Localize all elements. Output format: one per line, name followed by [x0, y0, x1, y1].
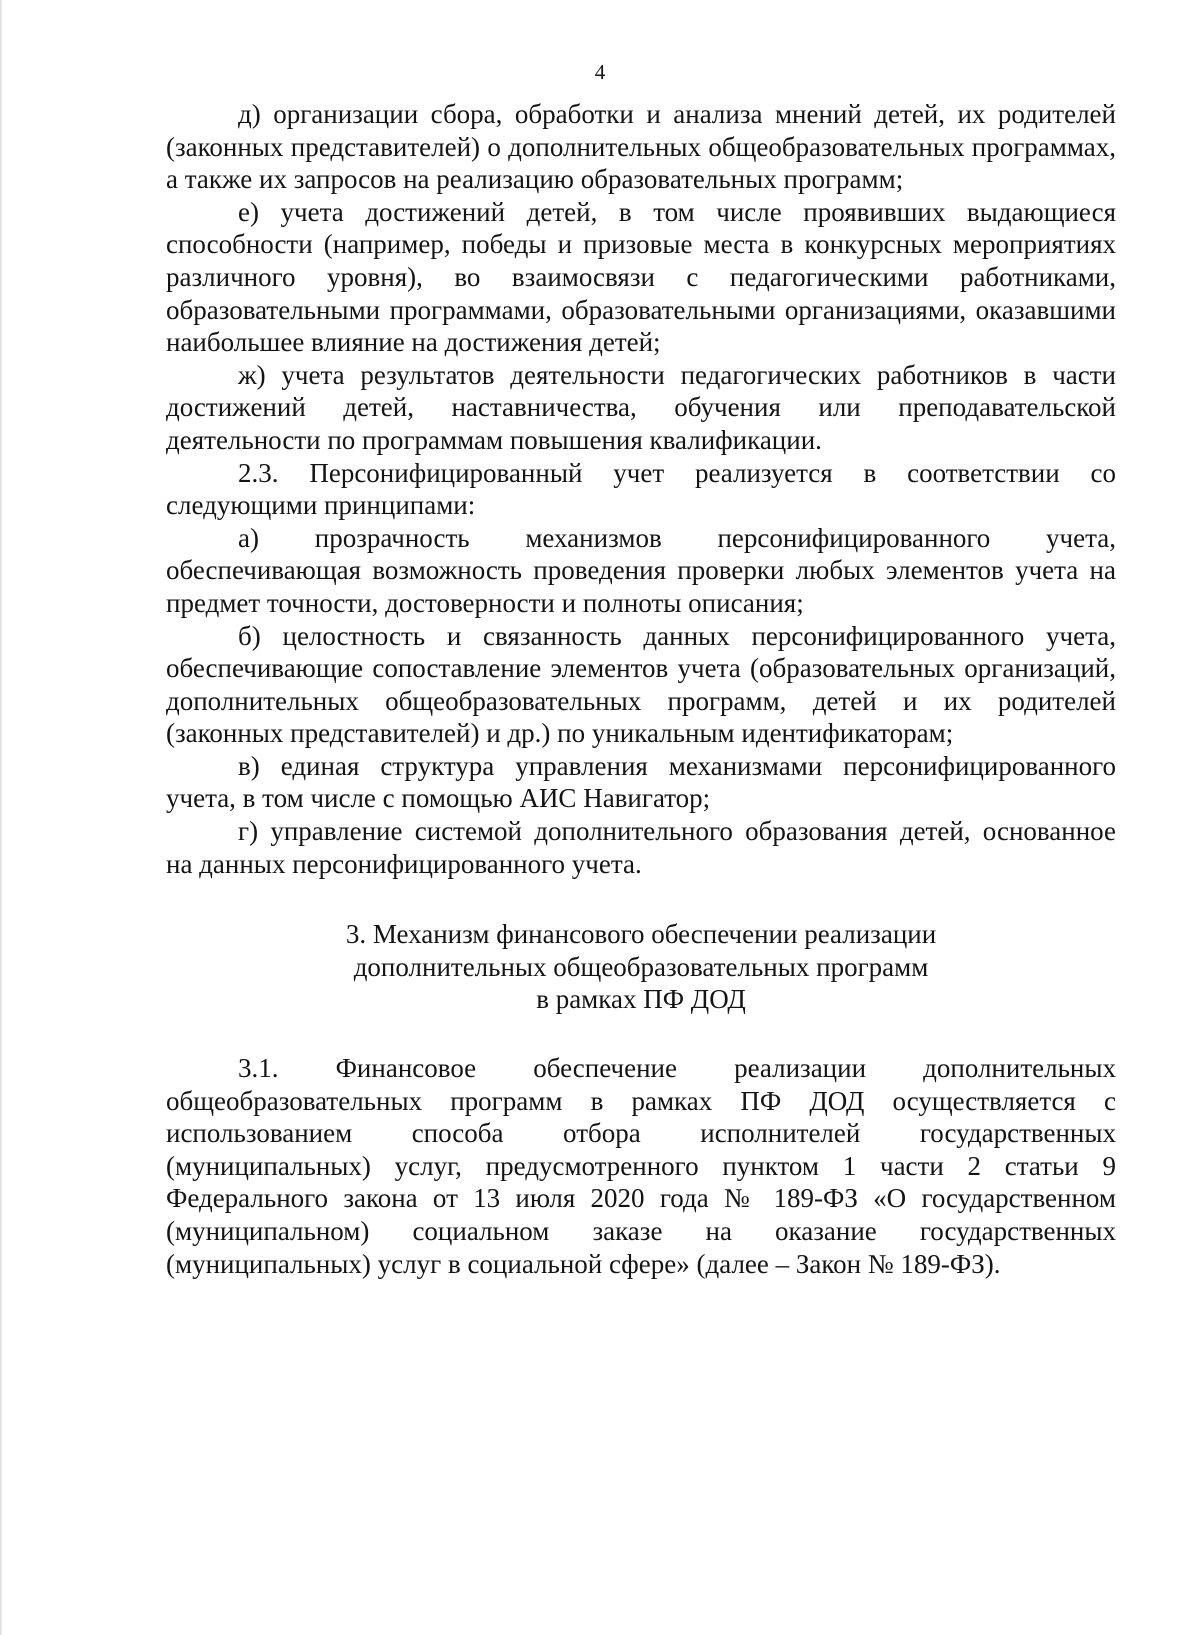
page-number: 4: [594, 60, 606, 84]
paragraph-d: д) организации сбора, обработки и анализа мнений детей, их родителей (законных представителей) о дополнительных общеобразовательных программах, а также их запросов на реализацию образовательных программ;: [166, 99, 1116, 195]
paragraph-e: е) учета достижений детей, в том числе проявивших выдающиеся способности (например, победы и призовые места в конкурсных мероприятиях различного уровня), во взаимосвязи с педагогическими работниками, образовательными программами, образовательными организациями, оказавшими наибольшее влияние на достижения детей;: [166, 196, 1116, 358]
paragraph-3-1: 3.1. Финансовое обеспечение реализации дополнительных общеобразовательных программ в рамках ПФ ДОД осуществляется с использованием способа отбора исполнителей государственных (муниципальных) услуг, предусмотренного пунктом 1 части 2 статьи 9 Федерального закона от 13 июля 2020 года № 189-ФЗ «О государственном (муниципальном) социальном заказе на оказание государственных (муниципальных) услуг в социальной сфере» (далее – Закон № 189-ФЗ).: [166, 1053, 1116, 1279]
paragraph-b: б) целостность и связанность данных персонифицированного учета, обеспечивающие сопоставление элементов учета (образовательных организаций, дополнительных общеобразовательных программ, детей и их родителей (законных представителей) и др.) по уникальным идентификаторам;: [166, 620, 1116, 749]
paragraph-a: а) прозрачность механизмов персонифицированного учета, обеспечивающая возможность проведения проверки любых элементов учета на предмет точности, достоверности и полноты описания;: [166, 522, 1116, 618]
scan-edge: [0, 0, 3, 1635]
section-heading-line-1: 3. Механизм финансового обеспечении реализации: [345, 919, 937, 950]
section-heading-line-2: дополнительных общеобразовательных программ: [353, 951, 929, 982]
paragraph-v: в) единая структура управления механизмами персонифицированного учета, в том числе с помощью АИС Навигатор;: [166, 750, 1116, 814]
section-heading-line-3: в рамках ПФ ДОД: [536, 984, 746, 1015]
document-body: [166, 98, 1116, 1280]
paragraph-g: г) управление системой дополнительного образования детей, основанное на данных персонифицированного учета.: [166, 816, 1116, 879]
paragraph-zh: ж) учета результатов деятельности педагогических работников в части достижений детей, наставничества, обучения или преподавательской деятельности по программам повышения квалификации.: [166, 359, 1116, 455]
paragraph-2-3: 2.3. Персонифицированный учет реализуется в соответствии со следующими принципами:: [166, 457, 1116, 521]
section-heading: [166, 918, 1116, 1016]
